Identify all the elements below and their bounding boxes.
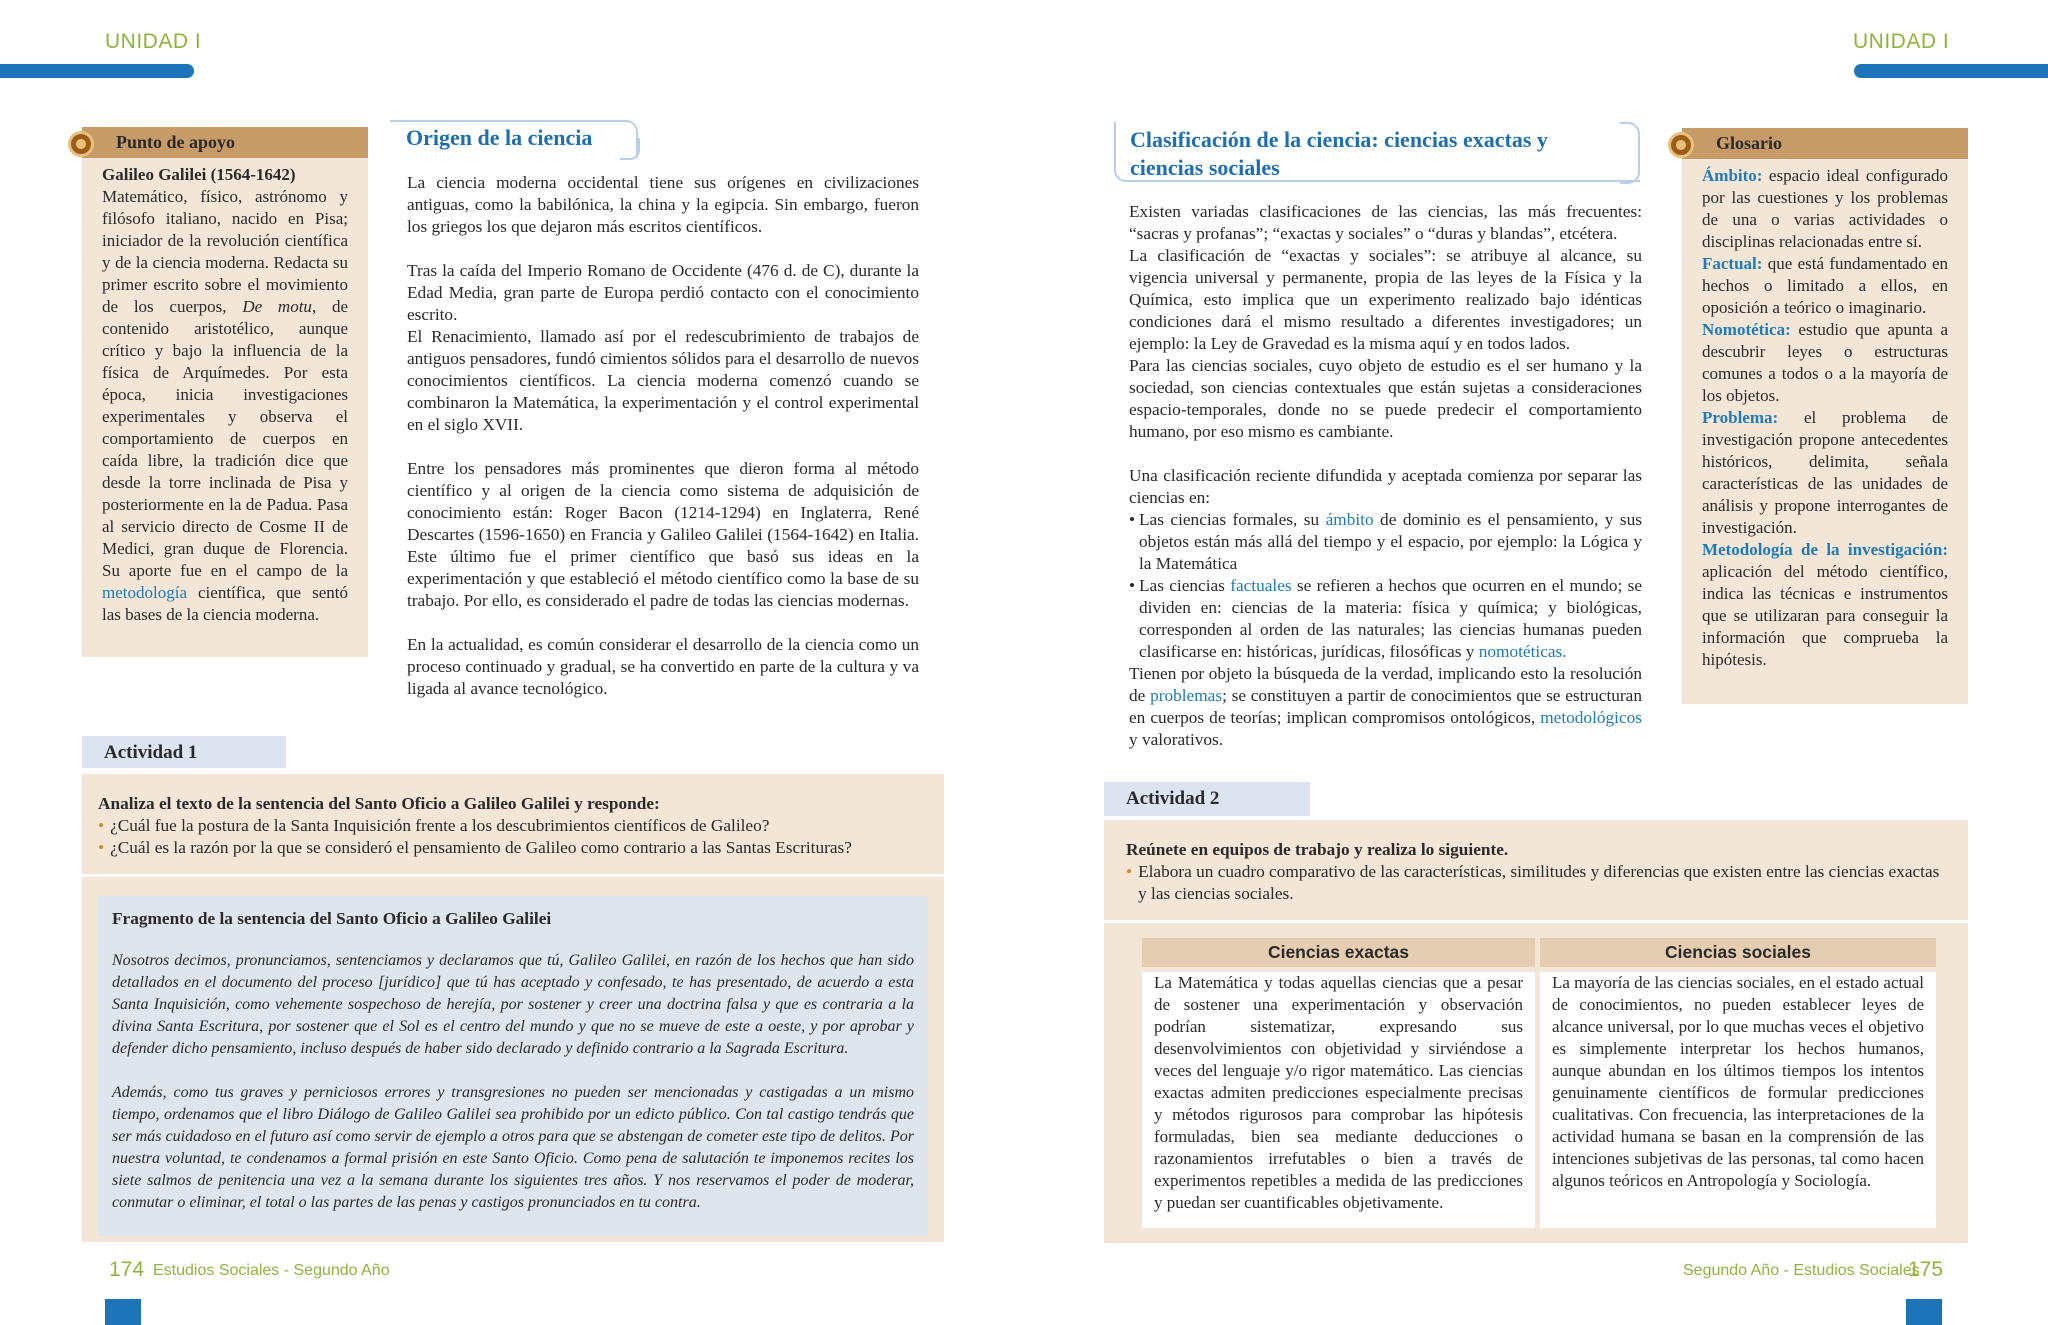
page-number-right: 175 [1908,1258,1944,1281]
footer-text-right: Segundo Año - Estudios Sociales [1683,1262,1920,1279]
support-box-body [82,158,368,626]
paragraph: Para las ciencias sociales, cuyo objeto de estudio es el ser humano y la sociedad, son ciencias contextuales que están sujetas a consideraciones espacio-temporales, donde no se puede predecir el comportamiento humano, por eso mismo es cambiante. [1129,356,1642,441]
glossary-link-metodologia[interactable]: metodología [102,583,187,602]
list-item: • Las ciencias formales, su ámbito de dominio es el pensamiento, y sus objetos están más allá del tiempo y el espacio, por ejemplo: la Lógica y la Matemática [1129,510,1642,573]
coin-icon [68,131,94,157]
unit-label-left: UNIDAD I [105,30,202,53]
glossary-link-ambito[interactable]: ámbito [1325,510,1374,529]
activity-1-instruction: Analiza el texto de la sentencia del Santo Oficio a Galileo Galilei y responde: [98,794,660,813]
activity-1-bullet: • ¿Cuál fue la postura de la Santa Inquisición frente a los descubrimientos científicos de Galileo? [98,816,770,835]
paragraph: En la actualidad, es común considerar el desarrollo de la ciencia como un proceso continuado y gradual, se ha convertido en parte de la cultura y va ligada al avance tecnológico. [407,635,919,698]
fragment-p1: Nosotros decimos, pronunciamos, sentenciamos y declaramos que tú, Galileo Galilei, en razón de los hechos que han sido detallados en el documento del proceso [jurídico] que tú has aceptado y confesado, te has presentado, de acuerdo a esta Santa Inquisición, como vehemente sospechoso de herejía, por sostener y creer una doctrina falsa y que es contraria a la divina Santa Escritura, por sostener que el Sol es el centro del mundo y que no se mueve de este a oeste, y por aprobar y defender dicho pensamiento, incluso después de haber sido declarado y definido contrario a la Sagrada Escritura. [112,952,914,1057]
activity-2-title: Actividad 2 [1104,782,1310,816]
activity-1-title: Actividad 1 [82,736,286,768]
paragraph: Entre los pensadores más prominentes que dieron forma al método científico y al origen de la ciencia como sistema de adquisición de conocimiento están: Roger Bacon (1214-1294) en Inglaterra, René Descartes (1596-1650) en Francia y Galileo Galilei (1564-1642) en Italia. Este último fue el primer científico que basó sus ideas en la experimentación y que estableció el método científico como la base de su trabajo. Por ello, es considerado el padre de todas las ciencias modernas. [407,459,919,610]
paragraph: Una clasificación reciente difundida y aceptada comienza por separar las ciencias en: [1129,466,1642,507]
support-box-heading: Galileo Galilei (1564-1642) [102,165,296,184]
header-bar-right [1854,64,2048,78]
main-text-left [407,172,919,700]
title-frame-corner [620,138,640,160]
footer-text-left: Estudios Sociales - Segundo Año [153,1262,390,1279]
glossary-entry: Nomotética: estudio que apunta a descubrir leyes o estructuras comunes a todos o a la mayoría de los objetos. [1702,320,1948,405]
activity-2-box [1104,820,1968,920]
table-cell: La Matemática y todas aquellas ciencias que a pesar de sostener una experimentación y observación podrían sistematizar, expresando sus desenvolvimientos con objetividad y sirviéndose a veces del lenguaje y/o rigor matemático. Las ciencias exactas admiten predicciones especialmente precisas y métodos rigurosos para comprobar las hipótesis formuladas, bien sea mediante deducciones o razonamientos irrefutables o bien a través de experimentos repetibles a medida de las predicciones y puedan ser cuantificables objetivamente. [1142,972,1535,1228]
glossary-entry: Ámbito: espacio ideal configurado por las cuestiones y los problemas de una o varias actividades o disciplinas relacionadas entre sí. [1702,166,1948,251]
activity-1-bullet: • ¿Cuál es la razón por la que se consideró el pensamiento de Galileo como contrario a las Santas Escrituras? [98,838,852,857]
table-header: Ciencias exactas [1142,938,1535,967]
fragment-title: Fragmento de la sentencia del Santo Oficio a Galileo Galilei [112,909,552,928]
glossary-body [1682,159,1968,671]
section-title: Origen de la ciencia [406,125,593,150]
table-cell: La mayoría de las ciencias sociales, en el estado actual de conocimientos, no pueden establecer leyes de alcance universal, por lo que muchas veces el objetivo es simplemente interpretar los hechos humanos, aunque abundan en los últimos tiempos los intentos genuinamente científicos de formular predicciones cualitativas. Con frecuencia, las interpretaciones de la actividad humana se basan en la comprensión de las intenciones subjetivas de las personas, tal como hacen algunos teóricos en Antropología y Sociología. [1540,972,1936,1228]
page-number-left: 174 [109,1258,145,1281]
paragraph: Tienen por objeto la búsqueda de la verdad, implicando esto la resolución de problemas; se constituyen a partir de conocimientos que se estructuran en cuerpos de teorías; implican compromisos ontológicos, metodológicos y valorativos. [1129,664,1642,749]
glossary-entry: Metodología de la investigación: aplicación del método científico, indica las técnicas e instrumentos que se utilizaran para conseguir la información que comprueba la hipótesis. [1702,540,1948,669]
table-header: Ciencias sociales [1540,938,1936,967]
activity-2-bullet: • Elabora un cuadro comparativo de las características, similitudes y diferencias que existen entre las ciencias exactas y las ciencias sociales. [1126,862,1940,903]
support-text: Matemático, físico, astrónomo y filósofo italiano, nacido en Pisa; iniciador de la revolución científica y de la ciencia moderna. Redacta su primer escrito sobre el movimiento de los cuerpos, [102,187,348,316]
comparison-table [1142,938,1936,1228]
list-item: • Las ciencias factuales se refieren a hechos que ocurren en el mundo; se dividen en: ciencias de la materia: física y química; y biológicas, corresponden al orden de las naturales; las ciencias humanas pueden clasificarse en: históricas, jurídicas, filosóficas y nomotéticas. [1129,576,1642,661]
glossary-box [1682,128,1968,704]
header-bar-left [0,64,194,78]
fragment-p2: Además, como tus graves y perniciosos errores y transgresiones no pueden ser mencionadas y castigadas a un mismo tiempo, ordenamos que el libro Diálogo de Galileo Galilei sea prohibido por un edicto público. Con tal castigo tendrás que ser más cuidadoso en el futuro así como servir de ejemplo a otros para que se abstengan de cometer este tipo de delitos. Por nuestra voluntad, te condenamos a formal prisión en este Santo Oficio. Como pena de salutación te imponemos recites los siete salmos de penitencia una vez a la semana durante los siguientes tres años. Y nos reservamos el poder de moderar, conmutar o eliminar, el total o las partes de las penas y castigos pronunciados en tu contra. [112,1084,914,1211]
paragraph: La clasificación de “exactas y sociales”: se atribuye al alcance, su vigencia universal y permanente, propia de las leyes de la Física y la Química, esto implica que un experimento realizado bajo idénticas condiciones dará el mismo resultado a diferentes investigadores; un ejemplo: la Ley de Gravedad es la misma aquí y en todos lados. [1129,246,1642,353]
glossary-link-nomoteticas[interactable]: nomotéticas. [1478,642,1567,661]
glossary-entry: Factual: que está fundamentado en hechos o limitado a ellos, en oposición a teórico o imaginario. [1702,254,1948,317]
glossary-link-problemas[interactable]: problemas [1150,686,1223,705]
section-title-right: Clasificación de la ciencia: ciencias exactas y ciencias sociales [1130,127,1548,180]
support-text: , de contenido aristotélico, aunque crítico y bajo la influencia de la física de Arquímedes. Por esta época, inicia investigaciones experimentales y observa el comportamiento de cuerpos en caída libre, la tradición dice que desde la torre inclinada de Pisa y posteriormente en la de Padua. Pasa al servicio directo de Cosme II de Medici, gran duque de Florencia. Su aporte fue en el campo de la [102,297,349,580]
paragraph: El Renacimiento, llamado así por el redescubrimiento de trabajos de antiguos pensadores, fundó cimientos sólidos para el desarrollo de nuevos conocimientos científicos. La ciencia moderna comenzó cuando se combinaron la Matemática, la experimentación y el control experimental en el siglo XVII. [407,327,919,434]
corner-block-left [105,1299,141,1325]
support-box-title: Punto de apoyo [82,127,368,158]
paragraph: Tras la caída del Imperio Romano de Occidente (476 d. de C), durante la Edad Media, gran parte de Europa perdió contacto con el conocimiento escrito. [407,261,919,324]
glossary-link-metodologicos[interactable]: metodológicos [1540,708,1642,727]
unit-label-right: UNIDAD I [1853,30,1950,53]
fragment-box [98,896,928,1236]
support-box [82,127,368,657]
main-text-right [1129,201,1642,751]
paragraph: Existen variadas clasificaciones de las ciencias, las más frecuentes: “sacras y profanas”; “exactas y sociales” o “duras y blandas”, etcétera. [1129,202,1642,243]
support-text: científica, que sentó las bases de la ciencia moderna. [102,583,348,624]
paragraph: La ciencia moderna occidental tiene sus orígenes en civilizaciones antiguas, como la babilónica, la china y la egipcia. Sin embargo, fueron los griegos los que dejaron más escritos científicos. [407,173,919,236]
glossary-entry: Problema: el problema de investigación propone antecedentes históricos, delimita, señala características de las unidades de análisis y propone interrogantes de investigación. [1702,408,1948,537]
support-text-italic: De motu [242,297,312,316]
glossary-link-factuales[interactable]: factuales [1230,576,1292,595]
glossary-title: Glosario [1682,128,1968,159]
corner-block-right [1906,1299,1942,1325]
coin-icon [1668,132,1694,158]
section-title-frame [390,120,638,158]
activity-2-instruction: Reúnete en equipos de trabajo y realiza lo siguiente. [1126,840,1509,859]
activity-1-box [82,774,944,874]
